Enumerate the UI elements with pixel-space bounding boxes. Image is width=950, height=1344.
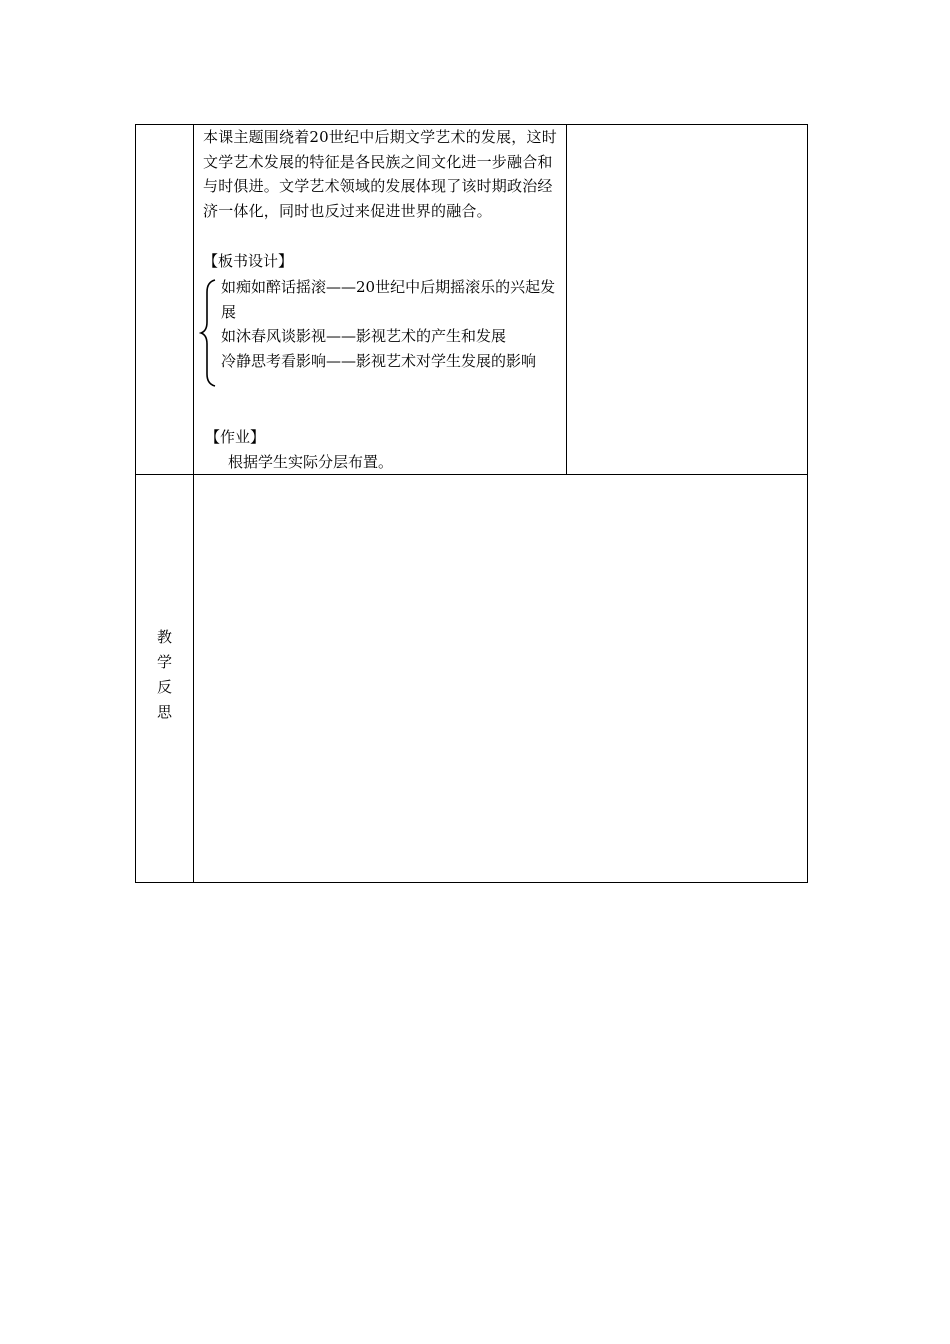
lesson-summary [203, 125, 559, 223]
column-divider-right [566, 125, 567, 474]
lesson-plan-table [135, 124, 808, 883]
teaching-reflection-label: 教学反思 [155, 629, 173, 729]
board-item-rock: 如痴如醉话摇滚——20世纪中后期摇滚乐的兴起发展 [221, 278, 556, 321]
summary-text: 本课主题围绕着20世纪中后期文学艺术的发展，这时文学艺术发展的特征是各民族之间文化进一步融合和与时俱进。文学艺术领域的发展体现了该时期政治经济一体化，同时也反过来促进世界的融合。 [203, 128, 557, 220]
board-design-heading: 【板书设计】 [203, 252, 294, 270]
homework-heading: 【作业】 [205, 428, 266, 446]
row-divider [136, 474, 807, 475]
homework-text: 根据学生实际分层布置。 [228, 453, 394, 471]
column-divider-left [193, 125, 194, 882]
brace-icon [199, 278, 219, 388]
board-item-impact: 冷静思考看影响——影视艺术对学生发展的影响 [221, 352, 537, 370]
board-item-film: 如沐春风谈影视——影视艺术的产生和发展 [221, 327, 507, 345]
teaching-reflection-cell [136, 475, 193, 883]
